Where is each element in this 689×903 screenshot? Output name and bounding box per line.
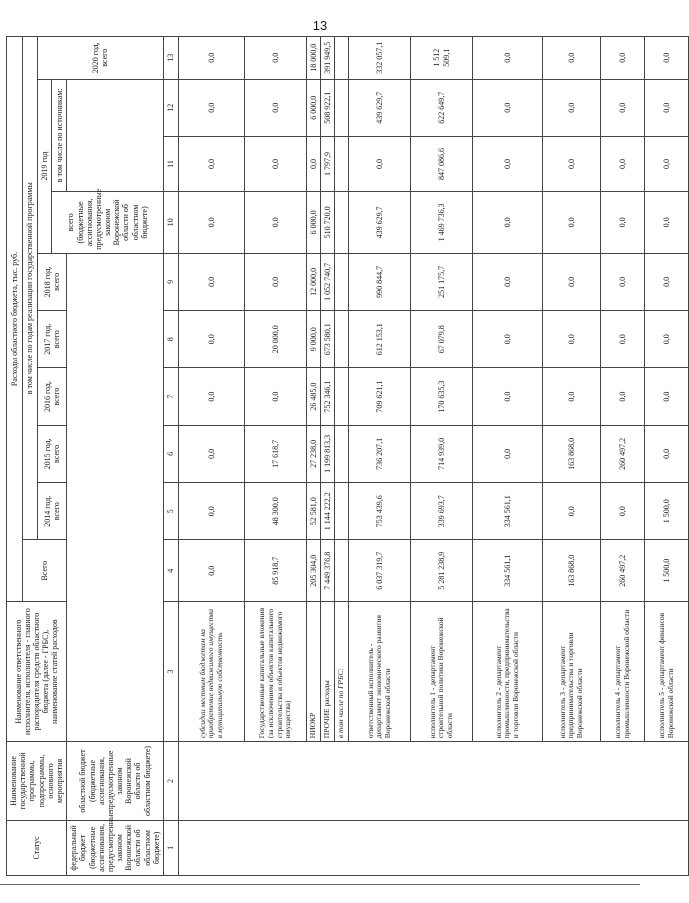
value-cell: 714 939,0: [411, 425, 473, 482]
header-status: Статус: [7, 820, 67, 875]
value-cell: 736 207,1: [349, 425, 411, 482]
header-2018: 2018 год, всего: [37, 253, 66, 310]
value-cell: 439 629,7: [349, 192, 411, 254]
value-cell: 0,0: [543, 37, 601, 80]
value-cell: 0,0: [245, 79, 307, 136]
value-cell: 0,0: [645, 192, 689, 254]
column-number: 12: [164, 79, 179, 136]
row-name: ответственный исполнитель - департамент экономического развития Воронежской области: [349, 602, 411, 742]
value-cell: 205 304,0: [307, 540, 321, 602]
value-cell: 0,0: [601, 79, 645, 136]
value-cell: 6 000,0: [307, 192, 321, 254]
value-cell: 26 485,0: [307, 368, 321, 425]
column-number: 13: [164, 37, 179, 80]
header-program-name: Наименование государственной программы, подпрограммы, основного мероприятия: [7, 742, 67, 821]
value-cell: 0,0: [179, 136, 245, 191]
value-cell: 0,0: [601, 37, 645, 80]
value-cell: 1 500,0: [645, 540, 689, 602]
value-cell: [335, 311, 349, 368]
value-cell: 0,0: [543, 136, 601, 191]
page-bottom-rule: [0, 884, 640, 885]
value-cell: 27 238,0: [307, 425, 321, 482]
column-number: 9: [164, 253, 179, 310]
header-2019-regional: областной бюджет (бюджетные ассигнования, предусмотренные законом Воронежской области об областном бюджете): [67, 742, 164, 821]
value-cell: 334 561,1: [473, 540, 543, 602]
header-total: Всего: [23, 540, 67, 602]
header-by-years: в том числе по годам реализации государственной программы: [23, 37, 38, 540]
value-cell: 0,0: [473, 368, 543, 425]
header-2019-federal: федеральный бюджет (бюджетные ассигнования, предусмотренные законом Воронежской области об областном бюджете): [67, 820, 164, 875]
value-cell: 0,0: [543, 311, 601, 368]
page-number: 13: [312, 18, 328, 33]
value-cell: 339 693,7: [411, 483, 473, 540]
value-cell: 67 079,8: [411, 311, 473, 368]
program-name-cell: [179, 742, 689, 821]
column-number: 1: [164, 820, 179, 875]
value-cell: 1 797,9: [321, 136, 335, 191]
value-cell: 0,0: [645, 368, 689, 425]
value-cell: 0,0: [179, 540, 245, 602]
row-name: исполнитель 2 - департамент промышленности, предпринимательства и торговли Воронежской области: [473, 602, 543, 742]
value-cell: 0,0: [601, 311, 645, 368]
value-cell: 0,0: [179, 425, 245, 482]
value-cell: 12 000,0: [307, 253, 321, 310]
value-cell: 0,0: [645, 253, 689, 310]
value-cell: 1 199 813,3: [321, 425, 335, 482]
header-expenses: Расходы областного бюджета, тыс. руб.: [7, 37, 23, 602]
value-cell: 163 868,0: [543, 425, 601, 482]
value-cell: [335, 253, 349, 310]
value-cell: 0,0: [307, 136, 321, 191]
header-2015: 2015 год, всего: [37, 425, 66, 482]
row-name: субсидии местным бюджетам на приобретение недвижимого имущества в муниципальную собственность: [179, 602, 245, 742]
value-cell: 709 621,1: [349, 368, 411, 425]
header-2019-sources: в том числе по источникам:: [52, 79, 67, 192]
rotated-table-container: [6, 36, 675, 876]
column-number: 11: [164, 136, 179, 191]
value-cell: 170 635,3: [411, 368, 473, 425]
value-cell: 17 618,7: [245, 425, 307, 482]
value-cell: 52 581,0: [307, 483, 321, 540]
value-cell: 0,0: [645, 79, 689, 136]
value-cell: 439 629,7: [349, 79, 411, 136]
value-cell: 9 000,0: [307, 311, 321, 368]
value-cell: [335, 192, 349, 254]
column-number: 3: [164, 602, 179, 742]
row-name: исполнитель 5 - департамент финансов Воронежской области: [645, 602, 689, 742]
value-cell: 0,0: [179, 253, 245, 310]
value-cell: 0,0: [645, 425, 689, 482]
value-cell: 1 144 222,2: [321, 483, 335, 540]
value-cell: 0,0: [601, 483, 645, 540]
column-number: 6: [164, 425, 179, 482]
column-number-row: [164, 37, 179, 876]
column-number: 4: [164, 540, 179, 602]
value-cell: 847 086,6: [411, 136, 473, 191]
value-cell: 0,0: [179, 311, 245, 368]
value-cell: 163 868,0: [543, 540, 601, 602]
value-cell: [335, 425, 349, 482]
row-name: исполнитель 1 - департамент строительной политики Воронежской области: [411, 602, 473, 742]
value-cell: 0,0: [543, 368, 601, 425]
value-cell: 510 720,0: [321, 192, 335, 254]
value-cell: [335, 540, 349, 602]
value-cell: 260 497,2: [601, 425, 645, 482]
column-number: 5: [164, 483, 179, 540]
value-cell: 7 449 376,8: [321, 540, 335, 602]
row-name: исполнитель 4 - департамент промышленности Воронежской области: [601, 602, 645, 742]
value-cell: 753 439,6: [349, 483, 411, 540]
value-cell: 20 000,0: [245, 311, 307, 368]
row-name: НИОКР: [307, 602, 321, 742]
value-cell: 0,0: [245, 368, 307, 425]
row-name: исполнитель 3 - департамент предпринимательства и торговли Воронежской области: [543, 602, 601, 742]
value-cell: 0,0: [245, 136, 307, 191]
value-cell: 0,0: [601, 192, 645, 254]
row-name: ПРОЧИЕ расходы: [321, 602, 335, 742]
value-cell: 673 580,1: [321, 311, 335, 368]
header-2019: 2019 год: [37, 79, 52, 253]
header-2014: 2014 год, всего: [37, 483, 66, 540]
header-executor: Наименование ответственного исполнителя, исполнителя - главного распорядителя средств областного бюджета (далее - ГРБС), наименование статей расходов: [7, 602, 67, 742]
value-cell: 0,0: [543, 79, 601, 136]
value-cell: 622 649,7: [411, 79, 473, 136]
value-cell: 0,0: [601, 136, 645, 191]
value-cell: 752 346,1: [321, 368, 335, 425]
header-2019-total: всего (бюджетные ассигнования, предусмотренные законом Воронежской области об областном бюджете): [52, 192, 164, 254]
value-cell: 85 918,7: [245, 540, 307, 602]
value-cell: 0,0: [645, 311, 689, 368]
value-cell: 18 000,0: [307, 37, 321, 80]
value-cell: 1 052 740,7: [321, 253, 335, 310]
value-cell: 48 300,0: [245, 483, 307, 540]
value-cell: [335, 37, 349, 80]
table-row: [179, 37, 245, 876]
value-cell: 0,0: [179, 37, 245, 80]
value-cell: 0,0: [473, 37, 543, 80]
value-cell: 0,0: [179, 79, 245, 136]
value-cell: 0,0: [601, 253, 645, 310]
column-number: 8: [164, 311, 179, 368]
value-cell: [335, 136, 349, 191]
value-cell: 612 153,1: [349, 311, 411, 368]
value-cell: 0,0: [473, 79, 543, 136]
value-cell: 260 497,2: [601, 540, 645, 602]
header-2017: 2017 год, всего: [37, 311, 66, 368]
value-cell: 391 949,5: [321, 37, 335, 80]
value-cell: 0,0: [349, 136, 411, 191]
value-cell: 0,0: [601, 368, 645, 425]
value-cell: 0,0: [245, 253, 307, 310]
value-cell: 6 037 319,7: [349, 540, 411, 602]
value-cell: 334 561,1: [473, 483, 543, 540]
value-cell: 251 175,7: [411, 253, 473, 310]
value-cell: 0,0: [179, 192, 245, 254]
value-cell: 0,0: [543, 483, 601, 540]
value-cell: 990 844,7: [349, 253, 411, 310]
value-cell: [335, 79, 349, 136]
column-number: 10: [164, 192, 179, 254]
value-cell: 0,0: [645, 136, 689, 191]
value-cell: 1 500,0: [645, 483, 689, 540]
column-number: 2: [164, 742, 179, 821]
value-cell: 0,0: [245, 192, 307, 254]
value-cell: [335, 483, 349, 540]
value-cell: 1 469 736,3: [411, 192, 473, 254]
value-cell: 0,0: [179, 483, 245, 540]
value-cell: 0,0: [543, 192, 601, 254]
header-2016: 2016 год, всего: [37, 368, 66, 425]
value-cell: [335, 368, 349, 425]
value-cell: 1 512 509,1: [411, 37, 473, 80]
value-cell: 0,0: [473, 192, 543, 254]
budget-table: [6, 36, 689, 876]
value-cell: 0,0: [179, 368, 245, 425]
value-cell: 0,0: [473, 311, 543, 368]
value-cell: 0,0: [543, 253, 601, 310]
value-cell: 0,0: [473, 425, 543, 482]
status-cell: [179, 820, 689, 875]
value-cell: 0,0: [245, 37, 307, 80]
value-cell: 0,0: [473, 136, 543, 191]
value-cell: 0,0: [473, 253, 543, 310]
value-cell: 508 922,1: [321, 79, 335, 136]
header-2020: 2020 год, всего: [37, 37, 163, 80]
row-name: Государственные капитальные вложения (за исключением объектов капитального строительства и объектов недвижимого имущества): [245, 602, 307, 742]
table-body: [179, 37, 689, 876]
value-cell: 6 000,0: [307, 79, 321, 136]
row-name: в том числе по ГРБС:: [335, 602, 349, 742]
column-number: 7: [164, 368, 179, 425]
value-cell: 0,0: [645, 37, 689, 80]
value-cell: 332 057,1: [349, 37, 411, 80]
value-cell: 5 281 238,9: [411, 540, 473, 602]
